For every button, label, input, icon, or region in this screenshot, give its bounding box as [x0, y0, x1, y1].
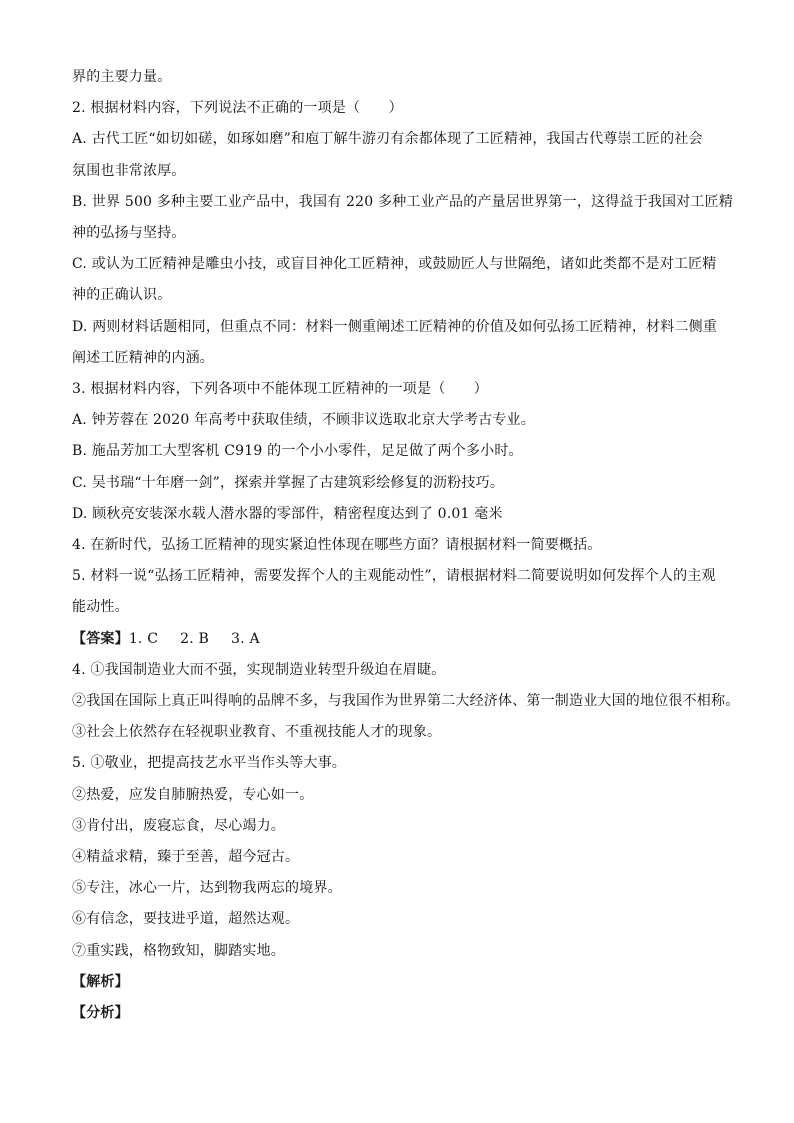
answer-item: 1. C	[128, 630, 159, 647]
q2-option-d-cont: 阐述工匠精神的内涵。	[72, 349, 214, 366]
answer-5-point-7: ⑦重实践，格物致知，脚踏实地。	[72, 942, 285, 959]
q2-option-d: D. 两则材料话题相同，但重点不同：材料一侧重阐述工匠精神的价值及如何弘扬工匠精神，材料二侧重	[72, 318, 718, 335]
answer-item: 2. B	[180, 630, 210, 647]
q3-option-a: A. 钟芳蓉在 2020 年高考中获取佳绩，不顾非议选取北京大学考古专业。	[72, 412, 535, 429]
q2-option-a-cont: 氛围也非常浓厚。	[72, 162, 186, 179]
analysis-tag: 【解析】	[72, 973, 129, 990]
q2-option-b: B. 世界 500 多种主要工业产品中，我国有 220 多种工业产品的产量居世界第一，这得益于我国对工匠精	[72, 193, 734, 210]
answer-5-point-5: ⑤专注，冰心一片，达到物我两忘的境界。	[72, 880, 342, 897]
q2-option-a: A. 古代工匠“如切如磋，如琢如磨”和庖丁解牛游刃有余都体现了工匠精神，我国古代尊崇工匠的社会	[72, 131, 703, 148]
question-5-cont: 能动性。	[72, 599, 129, 616]
answer-tag: 【答案】	[72, 630, 129, 647]
answer-5-point-3: ③肯付出，废寝忘食，尽心竭力。	[72, 817, 285, 834]
question-3: 3. 根据材料内容，下列各项中不能体现工匠精神的一项是（ ）	[72, 381, 489, 398]
answer-5-point-4: ④精益求精，臻于至善，超今冠古。	[72, 849, 300, 866]
question-2: 2. 根据材料内容，下列说法不正确的一项是（ ）	[72, 100, 403, 117]
answer-4-point-1: 4. ①我国制造业大而不强，实现制造业转型升级迫在眉睫。	[72, 661, 446, 678]
answer-5-point-1: 5. ①敬业，把提高技艺水平当作头等大事。	[72, 755, 347, 772]
answer-row	[72, 624, 742, 655]
q2-option-c: C. 或认为工匠精神是雕虫小技，或盲目神化工匠精神，或鼓励匠人与世隔绝，诸如此类都不是对工匠精	[72, 256, 717, 273]
q2-option-c-cont: 神的正确认识。	[72, 287, 172, 304]
q3-option-c: C. 吴书瑞“十年磨一剑”，探索并掌握了古建筑彩绘修复的沥粉技巧。	[72, 474, 505, 491]
question-5: 5. 材料一说“弘扬工匠精神，需要发挥个人的主观能动性”，请根据材料二简要说明如何发挥个人的主观	[72, 568, 716, 585]
q3-option-b: B. 施品芳加工大型客机 C919 的一个小小零件，足足做了两个多小时。	[72, 443, 523, 460]
answer-5-point-2: ②热爱，应发自肺腑热爱，专心如一。	[72, 786, 314, 803]
text-line: 界的主要力量。	[72, 69, 172, 85]
q3-option-d: D. 顾秋亮安装深水载人潜水器的零部件，精密程度达到了 0.01 毫米	[72, 505, 503, 522]
fenxi-tag: 【分析】	[72, 1005, 129, 1022]
answer-item: 3. A	[231, 630, 260, 647]
answer-5-point-6: ⑥有信念，要技进乎道，超然达观。	[72, 911, 300, 928]
document-page	[72, 62, 742, 1029]
question-4: 4. 在新时代，弘扬工匠精神的现实紧迫性体现在哪些方面？请根据材料一简要概括。	[72, 537, 602, 554]
q2-option-b-cont: 神的弘扬与坚持。	[72, 225, 186, 242]
answer-4-point-2: ②我国在国际上真正叫得响的品牌不多，与我国作为世界第二大经济体、第一制造业大国的地位很不相称。	[72, 693, 740, 710]
answer-4-point-3: ③社会上依然存在轻视职业教育、不重视技能人才的现象。	[72, 724, 442, 741]
